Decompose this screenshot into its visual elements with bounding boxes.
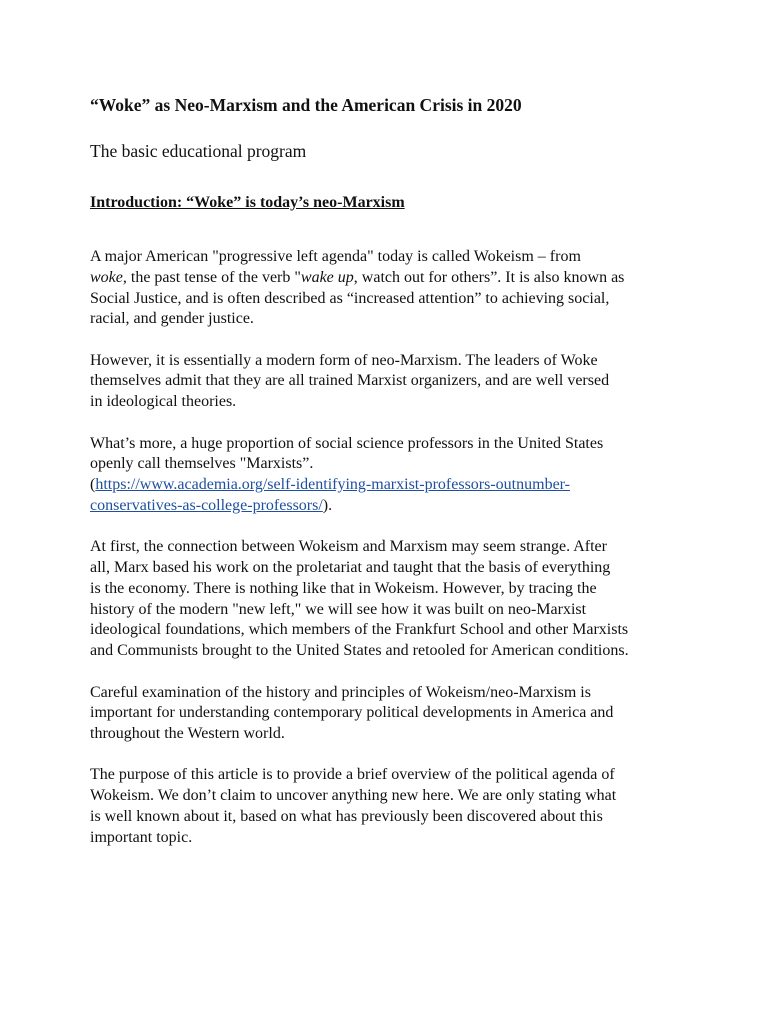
paragraph-2 xyxy=(90,351,700,413)
p6-line-2: Wokeism. We don’t claim to uncover anything new here. We are only stating what xyxy=(90,787,617,805)
p6-line-4: important topic. xyxy=(90,828,193,846)
p4-line-1: At first, the connection between Wokeism and Marxism may seem strange. After xyxy=(90,538,607,556)
p2-line-3: in ideological theories. xyxy=(90,393,237,411)
p5-line-1: Careful examination of the history and principles of Wokeism/neo-Marxism is xyxy=(90,683,591,701)
p1-line-3: Social Justice, and is often described as “increased attention” to achieving social, xyxy=(90,289,610,307)
p1-line-2: woke, the past tense of the verb "wake up, watch out for others”. It is also known as xyxy=(90,268,625,286)
paragraph-3 xyxy=(90,434,700,517)
p3-line-2: openly call themselves "Marxists”. xyxy=(90,455,314,473)
p2-line-2: themselves admit that they are all trained Marxist organizers, and are well versed xyxy=(90,372,610,390)
p4-line-3: is the economy. There is nothing like that in Wokeism. However, by tracing the xyxy=(90,579,597,597)
paragraph-6 xyxy=(90,765,700,848)
p6-line-3: is well known about it, based on what has previously been discovered about this xyxy=(90,808,603,826)
section-heading: Introduction: “Woke” is today’s neo-Marxism xyxy=(90,194,405,211)
p3-line-3: (https://www.academia.org/self-identifying-marxist-professors-outnumber- xyxy=(90,476,570,494)
p4-line-2: all, Marx based his work on the proletariat and taught that the basis of everything xyxy=(90,559,611,577)
paragraph-1 xyxy=(90,247,700,330)
p1-wake-up-term: wake up xyxy=(300,268,354,286)
document-page xyxy=(90,92,700,849)
p4-line-5: ideological foundations, which members of the Frankfurt School and other Marxists xyxy=(90,621,629,639)
p1-woke-term: woke xyxy=(90,268,123,286)
p4-line-4: history of the modern "new left," we will see how it was built on neo-Marxist xyxy=(90,600,587,618)
paragraph-4 xyxy=(90,537,700,662)
document-subtitle: The basic educational program xyxy=(90,141,307,161)
p1-line-1: A major American "progressive left agenda" today is called Wokeism – from xyxy=(90,248,581,265)
p4-line-6: and Communists brought to the United States and retooled for American conditions. xyxy=(90,642,629,660)
document-title: “Woke” as Neo-Marxism and the American Crisis in 2020 xyxy=(90,95,522,115)
p3-line-1: What’s more, a huge proportion of social science professors in the United States xyxy=(90,434,604,452)
p2-line-1: However, it is essentially a modern form of neo-Marxism. The leaders of Woke xyxy=(90,351,598,369)
academia-link[interactable]: https://www.academia.org/self-identifying-marxist-professors-outnumber- xyxy=(95,476,570,494)
p5-line-2: important for understanding contemporary political developments in America and xyxy=(90,704,614,722)
p1-line-4: racial, and gender justice. xyxy=(90,310,254,328)
p5-line-3: throughout the Western world. xyxy=(90,725,285,743)
p3-line-4: conservatives-as-college-professors/). xyxy=(90,496,333,514)
paragraph-5 xyxy=(90,683,700,745)
academia-link-continued[interactable]: conservatives-as-college-professors/ xyxy=(90,496,323,514)
p6-line-1: The purpose of this article is to provide a brief overview of the political agenda of xyxy=(90,766,615,784)
